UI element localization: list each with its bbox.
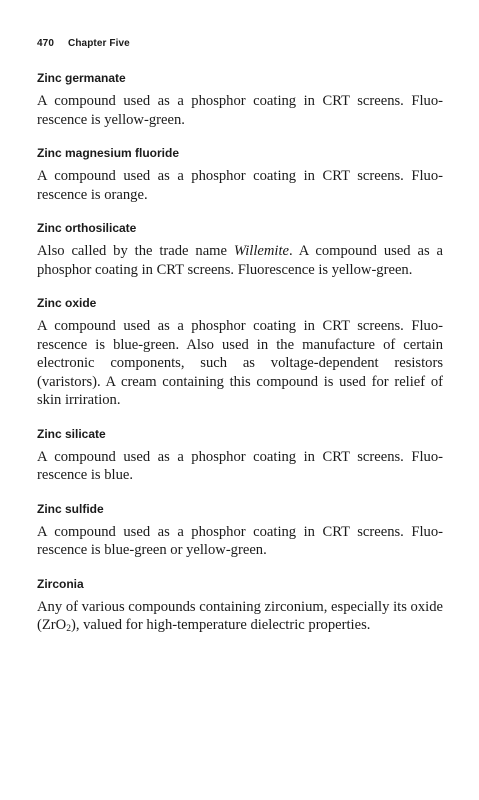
entry-definition: A compound used as a phosphor coating in CRT screens. Fluorescence is blue-green. Also used in the manufacture of certain electronic components, such as voltage-dependent resistors (varistors). A cream containing this compound is used for relief of skin irriration. — [37, 318, 443, 408]
chapter-title: Chapter Five — [68, 38, 130, 49]
chemical-formula — [42, 617, 71, 633]
formula-base: ZrO — [41, 617, 67, 633]
entry-definition: A compound used as a phosphor coating in CRT screens. Fluorescence is orange. — [37, 168, 443, 203]
definition-text: Any of various compounds containing zirconium, especially its oxide ( — [37, 598, 443, 633]
formula-subscript: 2 — [66, 624, 71, 634]
glossary-entry-zinc-silicate — [37, 427, 443, 485]
glossary-entry-zinc-sulfide — [37, 502, 443, 560]
entry-term: Zinc sulfide — [37, 501, 104, 516]
running-head — [37, 38, 130, 49]
page-number: 470 — [37, 38, 54, 49]
entry-definition — [37, 598, 443, 635]
glossary-entry-zirconia — [37, 577, 443, 635]
entry-definition: A compound used as a phosphor coating in CRT screens. Fluorescence is yellow-green. — [37, 93, 443, 128]
entry-term: Zinc oxide — [37, 296, 97, 310]
definition-text: . A compound used as a phosphor coating in CRT screens. Fluorescence is yellow-green. — [37, 243, 443, 278]
glossary-entry-zinc-germanate — [37, 71, 443, 129]
glossary-entry-zinc-orthosilicate — [37, 221, 443, 279]
glossary-entry-zinc-oxide — [37, 296, 443, 410]
definition-text: ), valued for high-temperature dielectric properties. — [70, 617, 371, 633]
entry-term: Zinc silicate — [37, 426, 106, 441]
entry-definition: A compound used as a phosphor coating in CRT screens. Fluorescence is blue. — [37, 448, 443, 483]
entry-term: Zinc magnesium fluoride — [37, 146, 180, 160]
definition-text: Also called by the trade name — [37, 243, 234, 259]
glossary-entries — [37, 71, 443, 652]
entry-term: Zirconia — [37, 576, 84, 591]
entry-term: Zinc orthosilicate — [37, 221, 137, 235]
trade-name: Willemite — [233, 243, 290, 259]
glossary-entry-zinc-magnesium-fluoride — [37, 146, 443, 204]
entry-definition: A compound used as a phosphor coating in CRT screens. Fluorescence is blue-green or yellow-green. — [37, 523, 443, 558]
entry-definition — [37, 242, 443, 279]
entry-term: Zinc germanate — [37, 71, 126, 85]
